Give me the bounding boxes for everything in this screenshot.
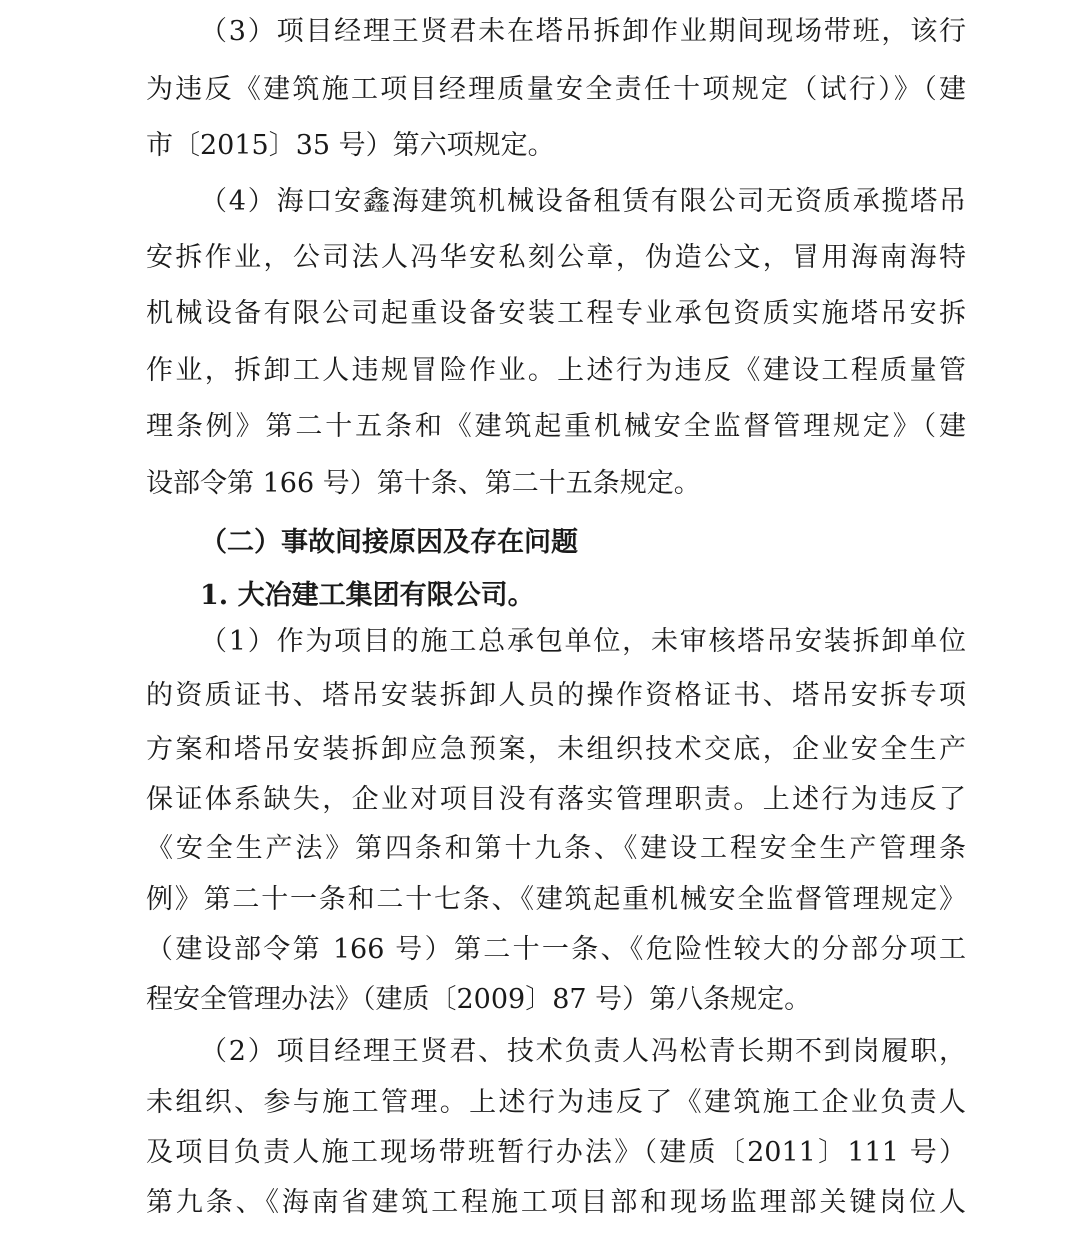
item-1-line-2: 的资质证书、塔吊安装拆卸人员的操作资格证书、塔吊安拆专项 [146,680,966,711]
section-heading: （二）事故间接原因及存在问题 [200,527,578,558]
paragraph-4-line-2: 安拆作业，公司法人冯华安私刻公章，伪造公文，冒用海南海特 [146,242,966,273]
item-1-line-1: （1）作为项目的施工总承包单位，未审核塔吊安装拆卸单位 [200,626,966,657]
paragraph-3-line-3: 市〔2015〕35 号）第六项规定。 [146,130,555,161]
paragraph-4-line-3: 机械设备有限公司起重设备安装工程专业承包资质实施塔吊安拆 [146,298,966,329]
item-1-line-8: 程安全管理办法》（建质〔2009〕87 号）第八条规定。 [146,984,812,1015]
item-1-line-4: 保证体系缺失，企业对项目没有落实管理职责。上述行为违反了 [146,784,966,815]
paragraph-3-line-1: （3）项目经理王贤君未在塔吊拆卸作业期间现场带班，该行 [200,16,966,47]
item-1-line-6: 例》第二十一条和二十七条、《建筑起重机械安全监督管理规定》 [146,884,966,915]
item-2-line-1: （2）项目经理王贤君、技术负责人冯松青长期不到岗履职， [200,1036,966,1067]
item-1-line-7: （建设部令第 166 号）第二十一条、《危险性较大的分部分项工 [146,934,966,965]
item-1-line-3: 方案和塔吊安装拆卸应急预案，未组织技术交底，企业安全生产 [146,734,966,765]
item-1-line-5: 《安全生产法》第四条和第十九条、《建设工程安全生产管理条 [146,833,966,864]
paragraph-3-line-2: 为违反《建筑施工项目经理质量安全责任十项规定（试行）》（建 [146,74,966,105]
subsection-heading: 1. 大冶建工集团有限公司。 [200,580,535,611]
item-2-line-2: 未组织、参与施工管理。上述行为违反了《建筑施工企业负责人 [146,1087,966,1118]
paragraph-4-line-1: （4）海口安鑫海建筑机械设备租赁有限公司无资质承揽塔吊 [200,186,966,217]
item-2-line-3: 及项目负责人施工现场带班暂行办法》（建质〔2011〕111 号） [146,1137,966,1168]
paragraph-4-line-6: 设部令第 166 号）第十条、第二十五条规定。 [146,468,701,499]
paragraph-4-line-4: 作业，拆卸工人违规冒险作业。上述行为违反《建设工程质量管 [146,355,966,386]
item-2-line-4: 第九条、《海南省建筑工程施工项目部和现场监理部关键岗位人 [146,1187,966,1218]
paragraph-4-line-5: 理条例》第二十五条和《建筑起重机械安全监督管理规定》（建 [146,411,966,442]
